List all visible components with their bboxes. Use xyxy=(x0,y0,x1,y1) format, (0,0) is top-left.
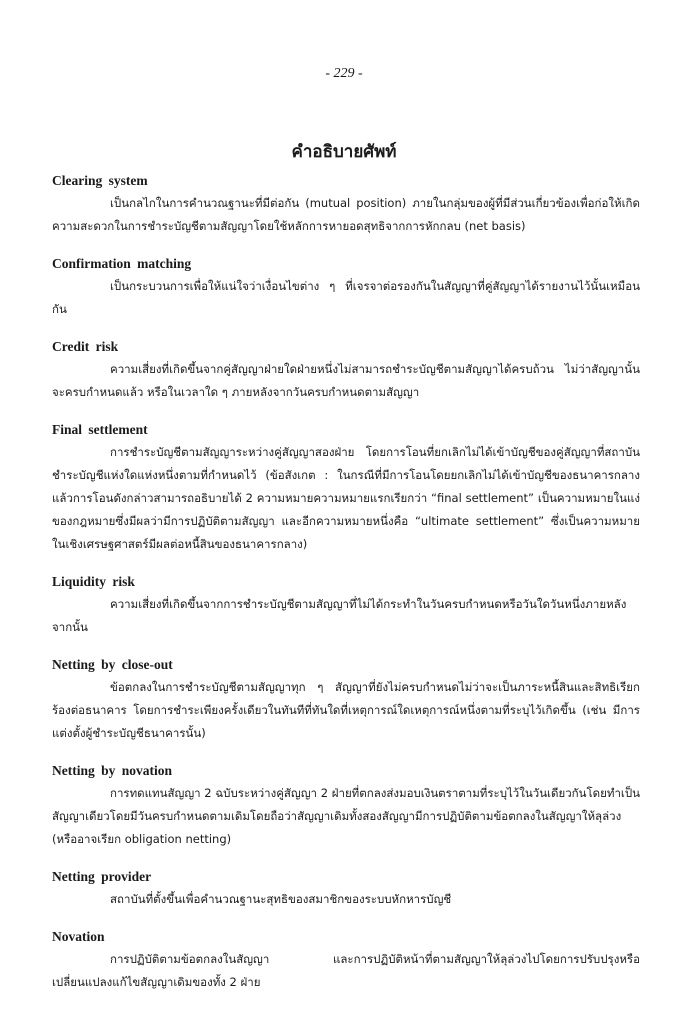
glossary-term: Netting by close-out xyxy=(52,657,173,672)
glossary-entry-confirmation-matching xyxy=(52,255,640,321)
glossary-entry-final-settlement xyxy=(52,421,640,556)
glossary-term: Netting provider xyxy=(52,869,152,884)
page-title: คำอธิบายศัพท์ xyxy=(291,142,397,162)
glossary-definition: เป็นกลไกในการคำนวณฐานะที่มีต่อกัน (mutual position) ภายในกลุ่มของผู้ที่มีส่วนเกี่ยวข้องเพื่อก่อให้เกิดความสะดวกในการชำระบัญชีตามสัญญาโดยใช้หลักการหายอดสุทธิจากการหักกลบ (net basis) xyxy=(52,196,640,233)
glossary-term: Clearing system xyxy=(52,173,148,188)
glossary-definition: ความเสี่ยงที่เกิดขึ้นจากการชำระบัญชีตามสัญญาที่ไม่ได้กระทำในวันครบกำหนดหรือวันใดวันหนึ่งภายหลังจากนั้น xyxy=(52,597,627,634)
glossary-definition: ความเสี่ยงที่เกิดขึ้นจากคู่สัญญาฝ่ายใดฝ่ายหนึ่งไม่สามารถชำระบัญชีตามสัญญาได้ครบถ้วน ไม่ว่าสัญญานั้นจะครบกำหนดแล้ว หรือในเวลาใด ๆ ภายหลังจากวันครบกำหนดตามสัญญา xyxy=(52,362,640,399)
glossary-definition: สถาบันที่ตั้งขึ้นเพื่อคำนวณฐานะสุทธิของสมาชิกของระบบหักหารบัญชี xyxy=(110,892,452,906)
glossary-term: Credit risk xyxy=(52,339,119,354)
glossary-entry-clearing-system xyxy=(52,172,640,238)
glossary-definition: การปฏิบัติตามข้อตกลงในสัญญา และการปฏิบัติหน้าที่ตามสัญญาให้ลุล่วงไปโดยการปรับปรุงหรือเปลี่ยนแปลงแก้ไขสัญญาเดิมของทั้ง 2 ฝ่าย xyxy=(52,952,640,989)
glossary-entry-netting-provider xyxy=(52,868,640,911)
glossary-definition: การทดแทนสัญญา 2 ฉบับระหว่างคู่สัญญา 2 ฝ่ายที่ตกลงส่งมอบเงินตราตามที่ระบุไว้ในวันเดียวกันโดยทำเป็นสัญญาเดียวโดยมีวันครบกำหนดตามเดิมโดยถือว่าสัญญาเดิมทั้งสองสัญญามีการปฏิบัติตามข้อตกลงในสัญญาให้ลุล่วง (หรืออาจเรียก obligation netting) xyxy=(52,786,640,846)
glossary-entry-netting-by-novation xyxy=(52,762,640,851)
glossary-term: Final settlement xyxy=(52,422,148,437)
glossary-definition: เป็นกระบวนการเพื่อให้แน่ใจว่าเงื่อนไขต่าง ๆ ที่เจรจาต่อรองกันในสัญญาที่คู่สัญญาได้รายงานไว้นั้นเหมือนกัน xyxy=(52,279,640,316)
page-number: - 229 - xyxy=(325,66,363,81)
glossary-term: Confirmation matching xyxy=(52,256,192,271)
glossary-list xyxy=(52,172,640,1011)
glossary-term: Liquidity risk xyxy=(52,574,135,589)
glossary-entry-credit-risk xyxy=(52,338,640,404)
glossary-term: Netting by novation xyxy=(52,763,173,778)
glossary-entry-novation xyxy=(52,928,640,994)
glossary-entry-liquidity-risk xyxy=(52,573,640,639)
glossary-definition: การชำระบัญชีตามสัญญาระหว่างคู่สัญญาสองฝ่าย โดยการโอนที่ยกเลิกไม่ได้เข้าบัญชีของคู่สัญญาที่สถาบันชำระบัญชีแห่งใดแห่งหนึ่งตามที่กำหนดไว้ (ข้อสังเกต : ในกรณีที่มีการโอนโดยยกเลิกไม่ได้เข้าบัญชีของธนาคารกลางแล้วการโอนดังกล่าวสามารถอธิบายได้ 2 ความหมายความหมายแรกเรียกว่า “final settlement” เป็นความหมายในแง่ของกฎหมายซึ่งมีผลว่ามีการปฏิบัติตามสัญญา และอีกความหมายหนึ่งคือ “ultimate settlement” ซึ่งเป็นความหมายในเชิงเศรษฐศาสตร์มีผลต่อหนี้สินของธนาคารกลาง) xyxy=(52,445,640,551)
glossary-definition: ข้อตกลงในการชำระบัญชีตามสัญญาทุก ๆ สัญญาที่ยังไม่ครบกำหนดไม่ว่าจะเป็นภาระหนี้สินและสิทธิเรียกร้องต่อธนาคาร โดยการชำระเพียงครั้งเดียวในทันทีที่ทันใดที่เหตุการณ์ใดเหตุการณ์หนึ่งตามที่ระบุไว้เกิดขึ้น (เช่น มีการแต่งตั้งผู้ชำระบัญชีธนาคารนั้น) xyxy=(52,680,640,740)
glossary-term: Novation xyxy=(52,929,105,944)
glossary-entry-netting-by-close-out xyxy=(52,656,640,745)
